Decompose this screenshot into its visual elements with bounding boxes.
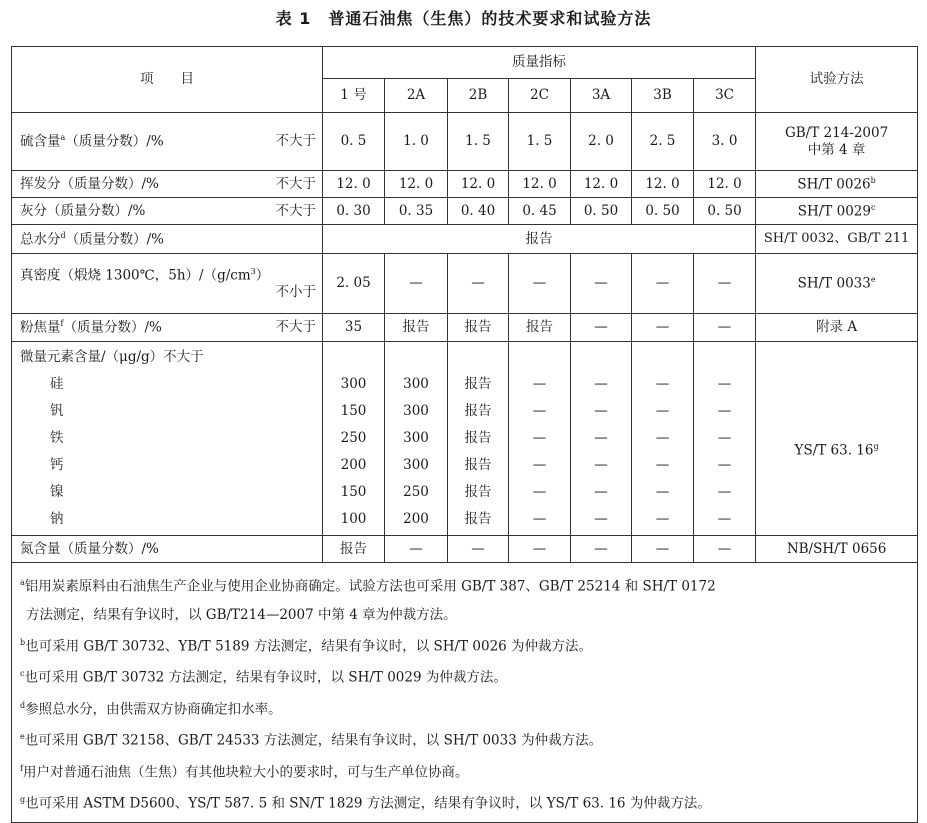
value-cell: 250: [403, 484, 429, 500]
value-cell: 100: [340, 511, 367, 527]
value-cell: 12. 0: [632, 171, 694, 198]
value-cell: 3. 0: [694, 113, 756, 171]
value-cell: —: [632, 536, 694, 563]
value-cell: 12. 0: [323, 171, 385, 198]
trace-values: [323, 342, 385, 536]
grade-header: 2C: [509, 79, 571, 113]
method-cell: SH/T 0026$^b$: [756, 171, 918, 198]
footnote: $^a$铝用炭素原料由石油焦生产企业与使用企业协商确定。试验方法也可采用 GB/T 387、GB/T 25214 和 SH/T 0172 方法测定，结果有争议时，以 GB/T214—2007 中第 4 章为仲裁方法。: [20, 578, 716, 623]
value-cell: —: [532, 511, 547, 527]
value-cell: 0. 30: [323, 198, 385, 225]
nitrogen-label: 氮含量（质量分数）/%: [12, 536, 323, 563]
value-cell: 0. 45: [509, 198, 571, 225]
value-cell: —: [571, 536, 632, 563]
value-cell: —: [509, 536, 571, 563]
value-cell: 报告: [323, 536, 385, 563]
notes-row: [12, 563, 918, 823]
trace-values: [385, 342, 448, 536]
trace-values: [571, 342, 632, 536]
row-density: [12, 254, 918, 314]
method-cell: GB/T 214-2007 中第 4 章: [756, 113, 918, 171]
value-cell: 报告: [464, 511, 492, 527]
value-cell: 1. 0: [385, 113, 448, 171]
report-cell: 报告: [323, 225, 756, 254]
value-cell: —: [717, 484, 732, 500]
value-cell: —: [594, 376, 608, 392]
value-cell: 300: [403, 430, 429, 446]
value-cell: 0. 40: [448, 198, 509, 225]
value-cell: —: [655, 403, 670, 419]
value-cell: 12. 0: [571, 171, 632, 198]
value-cell: —: [594, 484, 608, 500]
value-cell: —: [448, 536, 509, 563]
item-header: 项 目: [12, 47, 323, 113]
value-cell: 0. 5: [323, 113, 385, 171]
value-cell: —: [385, 536, 448, 563]
footnote: $^d$参照总水分，由供需双方协商确定扣水率。: [20, 700, 282, 717]
value-cell: 报告: [464, 403, 492, 419]
trace-values: [448, 342, 509, 536]
value-cell: —: [532, 430, 547, 446]
row-trace: [12, 342, 918, 536]
value-cell: —: [632, 314, 694, 342]
value-cell: —: [532, 457, 547, 473]
value-cell: 报告: [385, 314, 448, 342]
value-cell: 0. 35: [385, 198, 448, 225]
row-nitrogen: [12, 536, 918, 563]
grade-header: 2A: [385, 79, 448, 113]
value-cell: —: [694, 314, 756, 342]
value-cell: 报告: [448, 314, 509, 342]
value-cell: 200: [340, 457, 367, 473]
footnote: $^b$也可采用 GB/T 30732、YB/T 5189 方法测定，结果有争议时，以 SH/T 0026 为仲裁方法。: [20, 637, 593, 654]
element-name: 硅: [50, 376, 64, 392]
sulfur-label: 硫含量$^a$（质量分数）/% 不大于: [12, 113, 323, 171]
value-cell: —: [532, 376, 547, 392]
value-cell: —: [532, 403, 547, 419]
value-cell: 0. 50: [694, 198, 756, 225]
method-cell: SH/T 0029$^c$: [756, 198, 918, 225]
footnote: $^f$用户对普通石油焦（生焦）有其他块粒大小的要求时，可与生产单位协商。: [20, 763, 469, 780]
value-cell: —: [717, 511, 732, 527]
water-label: 总水分$^d$（质量分数）/%: [12, 225, 323, 254]
trace-label: 微量元素含量/（μg/g）不大于 硅 钒 铁 钙 镍 钠: [12, 342, 323, 536]
value-cell: —: [655, 430, 670, 446]
value-cell: 2. 0: [571, 113, 632, 171]
value-cell: 1. 5: [509, 113, 571, 171]
value-cell: —: [655, 511, 670, 527]
trace-values: [509, 342, 571, 536]
element-name: 镍: [50, 484, 64, 500]
trace-values: [694, 342, 756, 536]
fines-label: 粉焦量$^f$（质量分数）/% 不大于: [12, 314, 323, 342]
value-cell: 300: [403, 376, 429, 392]
value-cell: —: [655, 484, 670, 500]
element-name: 钠: [50, 511, 64, 527]
value-cell: 报告: [464, 376, 492, 392]
method-cell: YS/T 63. 16$^g$: [756, 342, 918, 536]
value-cell: 报告: [464, 484, 492, 500]
value-cell: —: [509, 254, 571, 314]
value-cell: —: [655, 376, 670, 392]
trace-values: [632, 342, 694, 536]
value-cell: 12. 0: [448, 171, 509, 198]
value-cell: 2. 05: [323, 254, 385, 314]
value-cell: 1. 5: [448, 113, 509, 171]
value-cell: 150: [340, 403, 367, 419]
value-cell: 12. 0: [509, 171, 571, 198]
footnote: $^e$也可采用 GB/T 32158、GB/T 24533 方法测定，结果有争议时，以 SH/T 0033 为仲裁方法。: [20, 732, 603, 749]
value-cell: 12. 0: [385, 171, 448, 198]
footnote: $^g$也可采用 ASTM D5600、YS/T 587. 5 和 SN/T 1829 方法测定，结果有争议时，以 YS/T 63. 16 为仲裁方法。: [20, 795, 711, 812]
value-cell: —: [594, 511, 608, 527]
row-water: [12, 225, 918, 254]
ash-label: 灰分（质量分数）/% 不大于: [12, 198, 323, 225]
row-ash: [12, 198, 918, 225]
quality-header: 质量指标: [323, 47, 756, 79]
value-cell: —: [694, 536, 756, 563]
value-cell: —: [632, 254, 694, 314]
grade-header: 3A: [571, 79, 632, 113]
method-cell: 附录 A: [756, 314, 918, 342]
value-cell: —: [694, 254, 756, 314]
grade-header: 3C: [694, 79, 756, 113]
table-title: 表 1 普通石油焦（生焦）的技术要求和试验方法: [275, 9, 652, 28]
value-cell: 250: [340, 430, 367, 446]
row-fines: [12, 314, 918, 342]
value-cell: —: [571, 314, 632, 342]
value-cell: —: [717, 376, 732, 392]
value-cell: —: [717, 457, 732, 473]
value-cell: 0. 50: [632, 198, 694, 225]
value-cell: 报告: [464, 457, 492, 473]
volatile-label: 挥发分（质量分数）/% 不大于: [12, 171, 323, 198]
header-row: [12, 47, 918, 79]
method-cell: SH/T 0032、GB/T 211: [756, 225, 918, 254]
method-cell: NB/SH/T 0656: [756, 536, 918, 563]
value-cell: 12. 0: [694, 171, 756, 198]
value-cell: —: [594, 403, 608, 419]
value-cell: 300: [403, 457, 429, 473]
value-cell: —: [717, 403, 732, 419]
value-cell: —: [717, 430, 732, 446]
value-cell: —: [532, 484, 547, 500]
density-label: 真密度（煅烧 1300℃，$5h)/(g/cm^3)$ 不小于: [12, 254, 323, 314]
footnote: $^c$也可采用 GB/T 30732 方法测定，结果有争议时，以 SH/T 0029 为仲裁方法。: [20, 669, 507, 686]
value-cell: 0. 50: [571, 198, 632, 225]
value-cell: 报告: [509, 314, 571, 342]
row-sulfur: [12, 113, 918, 171]
value-cell: 报告: [464, 430, 492, 446]
value-cell: 150: [340, 484, 367, 500]
value-cell: —: [448, 254, 509, 314]
value-cell: —: [385, 254, 448, 314]
value-cell: —: [594, 430, 608, 446]
footnotes: [12, 563, 918, 823]
value-cell: 2. 5: [632, 113, 694, 171]
value-cell: —: [594, 457, 608, 473]
value-cell: 300: [340, 376, 367, 392]
value-cell: —: [571, 254, 632, 314]
element-name: 钙: [50, 457, 64, 473]
grade-header: 3B: [632, 79, 694, 113]
grade-header: 1 号: [323, 79, 385, 113]
row-volatile: [12, 171, 918, 198]
grade-header: 2B: [448, 79, 509, 113]
element-name: 铁: [50, 430, 64, 446]
value-cell: 300: [403, 403, 429, 419]
spec-table: [11, 46, 918, 823]
method-header: 试验方法: [756, 47, 918, 113]
method-cell: SH/T 0033e: [756, 254, 918, 314]
element-name: 钒: [50, 403, 64, 419]
value-cell: 200: [403, 511, 429, 527]
value-cell: 35: [323, 314, 385, 342]
value-cell: —: [655, 457, 670, 473]
